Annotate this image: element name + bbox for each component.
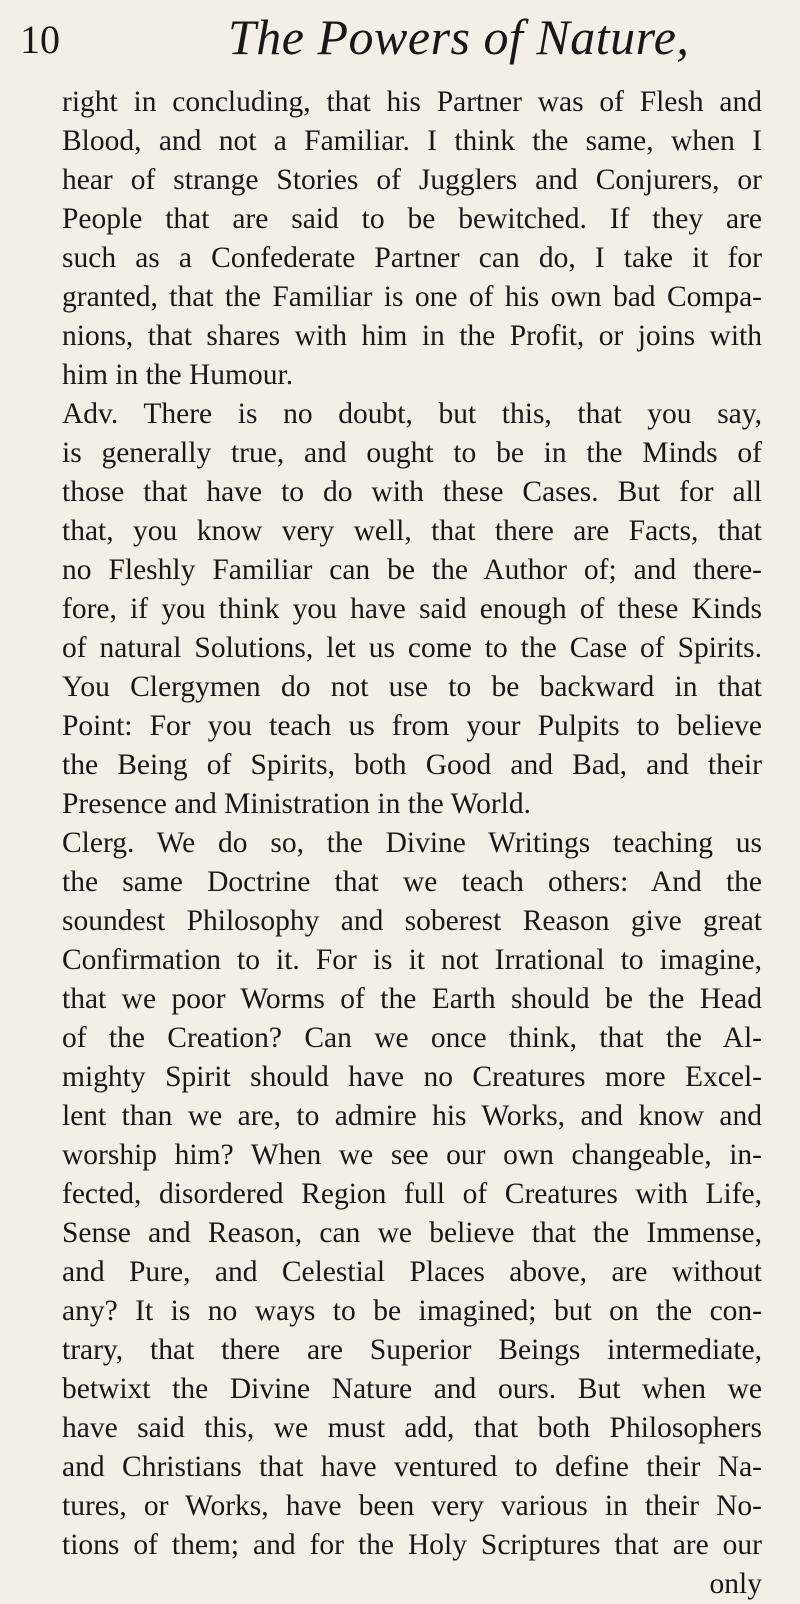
running-title: The Powers of Nature, [228,9,690,65]
text-line: Confirmation to it. For is it not Irrational to imagine, [62,944,762,976]
text-line: and Pure, and Celestial Places above, are without [62,1256,762,1288]
text-line: that we poor Worms of the Earth should be the Head [62,983,762,1015]
text-line: the Being of Spirits, both Good and Bad, and their [62,749,762,781]
text-line: Clerg. We do so, the Divine Writings teaching us [62,827,762,859]
text-line: worship him? When we see our own changeable, in- [62,1139,762,1171]
text-line: mighty Spirit should have no Creatures more Excel- [62,1061,762,1093]
text-line: lent than we are, to admire his Works, and know and [62,1100,762,1132]
text-line: of the Creation? Can we once think, that the Al- [62,1022,762,1054]
text-line: betwixt the Divine Nature and ours. But when we [62,1373,762,1405]
text-line: fore, if you think you have said enough of these Kinds [62,593,762,625]
text-line: granted, that the Familiar is one of his own bad Compa- [62,281,762,313]
text-line: soundest Philosophy and soberest Reason give great [62,905,762,937]
text-line: any? It is no ways to be imagined; but on the con- [62,1295,762,1327]
catchword: only [709,1568,762,1600]
text-line: him in the Humour. [62,359,294,391]
text-line: Sense and Reason, can we believe that the Immense, [62,1217,762,1249]
text-line: right in concluding, that his Partner was of Flesh and [62,86,762,118]
text-line: Presence and Ministration in the World. [62,788,531,820]
text-line: trary, that there are Superior Beings intermediate, [62,1334,762,1366]
text-line: of natural Solutions, let us come to the Case of Spirits. [62,632,762,664]
text-line: that, you know very well, that there are Facts, that [62,515,762,547]
body-text [62,83,762,1604]
text-line: Blood, and not a Familiar. I think the same, when I [62,125,762,157]
text-line: Adv. There is no doubt, but this, that you say, [62,398,762,430]
text-line: People that are said to be bewitched. If they are [62,203,762,235]
text-line: fected, disordered Region full of Creatures with Life, [62,1178,762,1210]
text-line: and Christians that have ventured to define their Na- [62,1451,762,1483]
text-line: hear of strange Stories of Jugglers and Conjurers, or [62,164,762,196]
text-line: tions of them; and for the Holy Scriptures that are our [62,1529,762,1561]
text-line: You Clergymen do not use to be backward in that [62,671,762,703]
text-line: no Fleshly Familiar can be the Author of; and there- [62,554,762,586]
page-header [20,8,780,78]
text-line: Point: For you teach us from your Pulpits to believe [62,710,762,742]
page-number: 10 [20,17,60,62]
text-line: tures, or Works, have been very various in their No- [62,1490,762,1522]
text-line: is generally true, and ought to be in the Minds of [62,437,762,469]
text-line: those that have to do with these Cases. But for all [62,476,762,508]
text-line: have said this, we must add, that both Philosophers [62,1412,762,1444]
text-line: such as a Confederate Partner can do, I take it for [62,242,762,274]
text-line: the same Doctrine that we teach others: And the [62,866,762,898]
text-line: nions, that shares with him in the Profit, or joins with [62,320,762,352]
